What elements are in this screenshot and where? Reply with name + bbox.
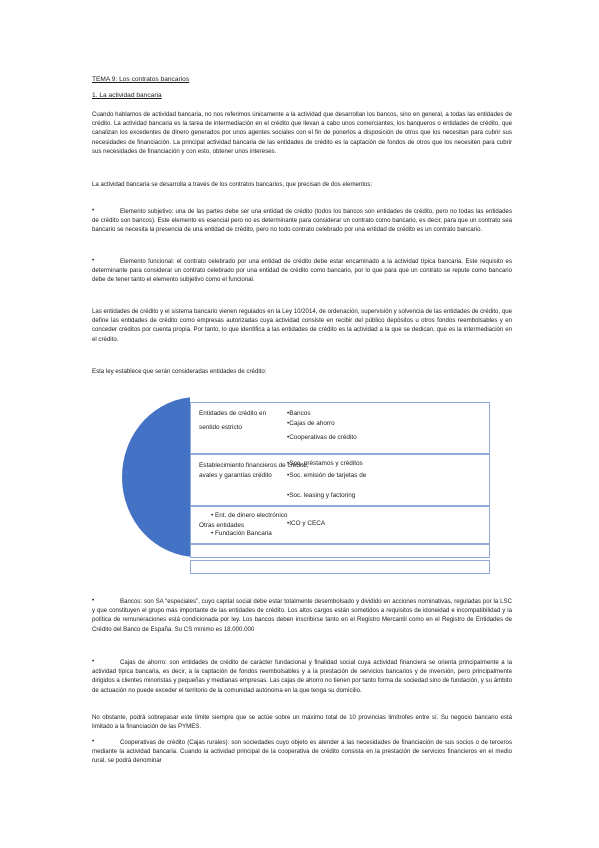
row-item: •Cajas de ahorro: [287, 420, 335, 427]
bullet-marker: •: [92, 207, 95, 214]
row-item: •Soc. préstamos y créditos: [287, 460, 363, 467]
diagram-row-establecimientos: [190, 454, 490, 506]
row-label: Entidades de crédito en sentido estricto: [199, 410, 267, 431]
row-label: Otras entidades: [199, 522, 245, 529]
bullet-marker: •: [92, 257, 95, 264]
row-item: •ICO y CECA: [287, 520, 326, 527]
diagram-row-otras: [190, 506, 490, 544]
diagram-row-empty: [190, 560, 490, 574]
row-item: •Bancos: [287, 410, 311, 417]
paragraph-entidades: Esta ley establece que serán consideradas entidades de crédito:: [92, 368, 267, 375]
paragraph-elements: La actividad bancaria se desarrolla a través de los contratos bancarios, que precisan de dos elementos:: [92, 181, 373, 188]
paragraph-intro: Cuando hablamos de actividad bancaria, no nos referimos únicamente a la actividad que desarrollan los bancos, sino en general, a todas las entidades de crédito. La actividad bancaria es la tarea de intermediación en el crédito que llevan a cabo unos comerciantes, los banqueros o entidades de crédito, que canalizan los excedentes de dinero generados por unos agentes sociales con el fin de ponerlos a disposición de otros que los necesitan para cubrir sus necesidades de financiación. La principal actividad bancaria de las entidades de crédito es la captación de fondos de otros que los necesiten para cubrir sus necesidades de financiación y con esto, obtener unos intereses.: [92, 111, 512, 155]
row-item: • Ent. de dinero electrónico: [211, 512, 288, 519]
bullet-cooperativas: Cooperativas de crédito (Cajas rurales): son sociedades cuyo objeto es atender a las necesidades de financiación de sus socios o de terceros mediante la actividad bancaria. Cuando la actividad principal de la cooperativa de crédito consista en la prestación de servicios financieros en el medio rural, se podrá denominar: [92, 739, 512, 765]
bullet-marker: •: [92, 738, 95, 745]
row-item: •Soc. leasing y factoring: [287, 492, 356, 499]
bullet-marker: •: [92, 597, 95, 604]
paragraph-no-obstante: No obstante, podrá sobrepasar este límite siempre que se actúe sobre un máximo total de 10 provincias limítrofes entre sí. Su negocio bancario está limitado a la financiación de las PYMES.: [92, 714, 512, 731]
row-item: •Soc. emisión de tarjetas de: [287, 472, 367, 479]
bullet-elemento-funcional: Elemento funcional: el contrato celebrado por una entidad de crédito debe estar encaminado a la actividad típica bancaria. Este requisito es determinante para considerar un contrato celebrado por una entidad de crédito como bancario, por lo que para que un contrato se repute como bancario debe de tener tanto el elemento subjetivo como el funcional.: [92, 258, 512, 284]
diagram-row-empty: [190, 544, 490, 558]
section-heading: 1. La actividad bancaria: [92, 92, 162, 99]
entities-diagram: [120, 390, 500, 580]
bullet-elemento-subjetivo: Elemento subjetivo: una de las partes debe ser una entidad de crédito (todos los bancos son entidades de crédito, pero no todas las entidades de crédito son bancos). Este elemento es esencial pero no es determinante para considerar un contrato como bancario, es decir, para que un contrato sea bancario se necesita la presencia de una entidad de crédito, pero no todo contrato celebrado por una entidad de crédito es un contrato bancario.: [92, 208, 512, 234]
bullet-bancos: Bancos: son SA “especiales”, cuyo capital social debe estar totalmente desembolsado y dividido en acciones nominativas, reguladas por la LSC y que constituyen el grupo más importante de las entidades de crédito. Los altos cargos están sometidos a requisitos de idoneidad e incompatibilidad y la política de remuneraciones está condicionada por ley. Los bancos deben inscribirse tanto en el Registro Mercantil como en el Registro de Entidades de Crédito del Banco de España. Su CS mínimo es 18.000.000: [92, 598, 512, 633]
diagram-row-entidades: [190, 402, 490, 454]
row-label: Establecimiento financieros de crédito, avales y garantías crédito: [199, 462, 309, 479]
row-item: • Fundación Bancaria: [211, 530, 272, 537]
paragraph-ley: Las entidades de crédito y el sistema bancario vienen regulados en la Ley 10/2014, de ordenación, supervisión y solvencia de las entidades de crédito, que define las entidades de crédito como empresas autorizadas cuya actividad consiste en recibir del público depósitos u otros fondos reembolsables y en conceder créditos por cuenta propia. Por tanto, lo que identifica a las entidades de crédito es la actividad a la que se dedican, que es la intermediación en el crédito.: [92, 308, 512, 343]
document-title: TEMA 9: Los contratos bancarios: [92, 76, 190, 83]
bullet-cajas-ahorro: Cajas de ahorro: son entidades de crédito de carácter fundacional y finalidad social cuya actividad financiera se orienta principalmente a la actividad típica bancaria, es decir, a la captación de fondos reembolsables y a la prestación de servicios bancarios y de inversión, pero principalmente dirigidos a clientes minoristas y pequeñas y medianas empresas. Las cajas de ahorro no tienen por tanto forma de sociedad sino de fundación, y su ámbito de actuación no puede exceder el territorio de la comunidad autónoma en la que tenga su domicilio.: [92, 659, 512, 694]
bullet-marker: •: [92, 658, 95, 665]
row-item: •Cooperativas de crédito: [287, 434, 357, 441]
